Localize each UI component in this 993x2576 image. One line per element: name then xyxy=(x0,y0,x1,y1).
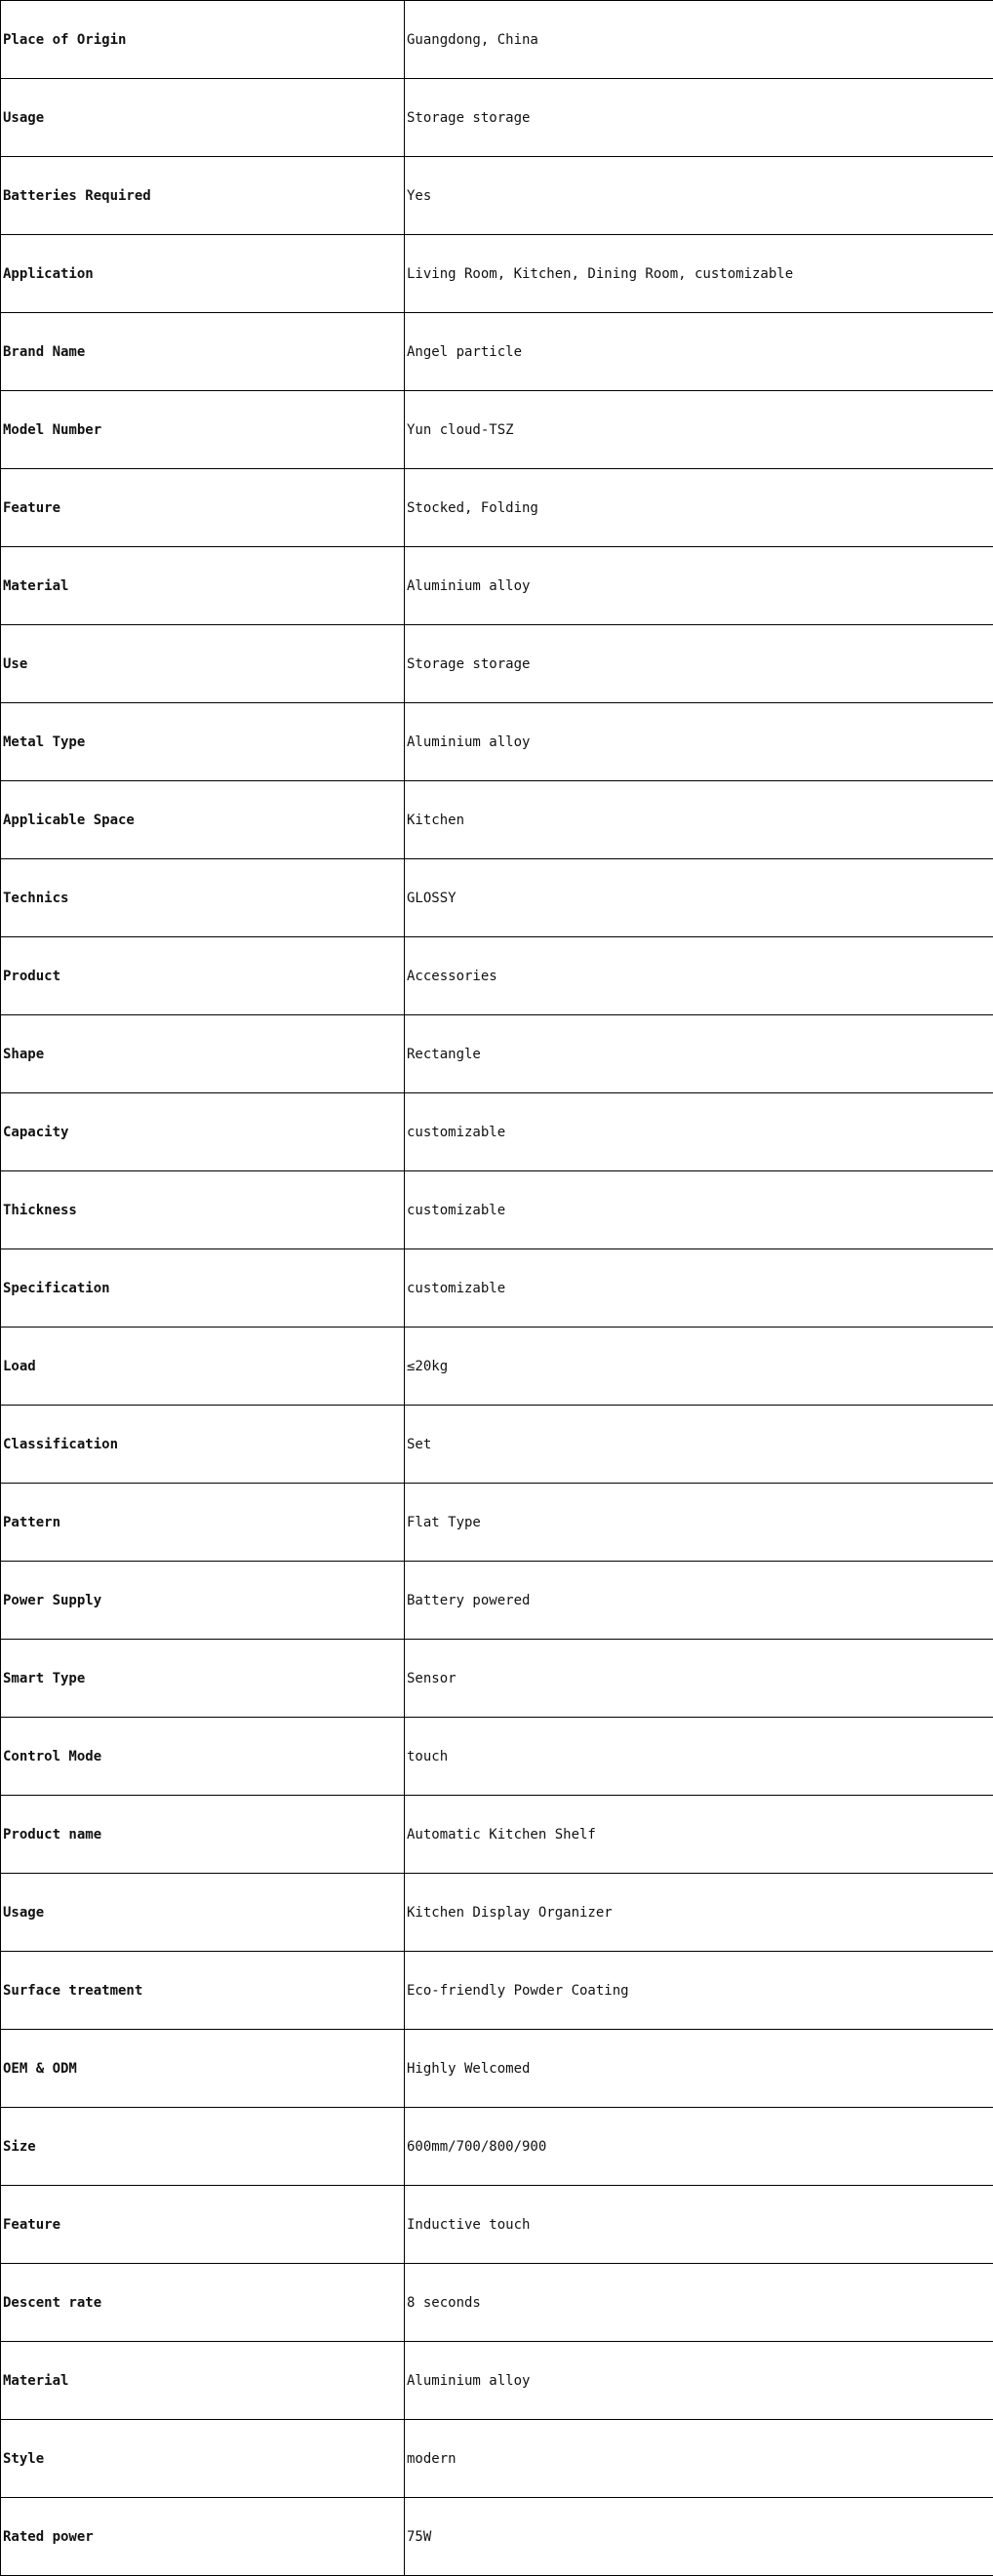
spec-value: Sensor xyxy=(405,1640,993,1718)
spec-value: ≤20kg xyxy=(405,1328,993,1406)
spec-row xyxy=(1,937,993,1015)
spec-row xyxy=(1,1874,993,1952)
spec-label: Thickness xyxy=(1,1171,405,1249)
spec-label: Capacity xyxy=(1,1093,405,1171)
spec-row xyxy=(1,1640,993,1718)
spec-row xyxy=(1,2264,993,2342)
spec-value: Flat Type xyxy=(405,1484,993,1562)
spec-value: Kitchen Display Organizer xyxy=(405,1874,993,1952)
spec-row xyxy=(1,1328,993,1406)
spec-row xyxy=(1,703,993,781)
spec-label: Control Mode xyxy=(1,1718,405,1796)
spec-table-body xyxy=(1,1,993,2576)
spec-row xyxy=(1,2498,993,2576)
spec-label: Feature xyxy=(1,469,405,547)
spec-row xyxy=(1,781,993,859)
spec-label: Rated power xyxy=(1,2498,405,2576)
spec-row xyxy=(1,157,993,235)
spec-row xyxy=(1,859,993,937)
spec-label: Power Supply xyxy=(1,1562,405,1640)
spec-label: Application xyxy=(1,235,405,313)
spec-label: Brand Name xyxy=(1,313,405,391)
spec-label: Metal Type xyxy=(1,703,405,781)
spec-value: customizable xyxy=(405,1093,993,1171)
spec-value: Battery powered xyxy=(405,1562,993,1640)
spec-value: Aluminium alloy xyxy=(405,703,993,781)
spec-value: Guangdong, China xyxy=(405,1,993,79)
spec-value: Yes xyxy=(405,157,993,235)
spec-label: Descent rate xyxy=(1,2264,405,2342)
spec-row xyxy=(1,1,993,79)
spec-value: customizable xyxy=(405,1249,993,1328)
spec-value: Highly Welcomed xyxy=(405,2030,993,2108)
spec-label: Usage xyxy=(1,1874,405,1952)
spec-row xyxy=(1,235,993,313)
spec-row xyxy=(1,1718,993,1796)
spec-value: Angel particle xyxy=(405,313,993,391)
spec-label: Feature xyxy=(1,2186,405,2264)
spec-row xyxy=(1,1562,993,1640)
spec-value: Inductive touch xyxy=(405,2186,993,2264)
spec-label: Style xyxy=(1,2420,405,2498)
spec-label: Specification xyxy=(1,1249,405,1328)
spec-row xyxy=(1,391,993,469)
spec-label: Shape xyxy=(1,1015,405,1093)
spec-value: Eco-friendly Powder Coating xyxy=(405,1952,993,2030)
spec-row xyxy=(1,1406,993,1484)
spec-label: Material xyxy=(1,547,405,625)
spec-label: Material xyxy=(1,2342,405,2420)
spec-row xyxy=(1,79,993,157)
spec-value: Accessories xyxy=(405,937,993,1015)
spec-row xyxy=(1,1171,993,1249)
spec-label: Use xyxy=(1,625,405,703)
spec-label: OEM & ODM xyxy=(1,2030,405,2108)
spec-row xyxy=(1,1484,993,1562)
spec-value: Aluminium alloy xyxy=(405,2342,993,2420)
spec-value: Storage storage xyxy=(405,625,993,703)
spec-label: Model Number xyxy=(1,391,405,469)
spec-label: Classification xyxy=(1,1406,405,1484)
spec-label: Smart Type xyxy=(1,1640,405,1718)
spec-label: Technics xyxy=(1,859,405,937)
spec-value: 75W xyxy=(405,2498,993,2576)
spec-value: Kitchen xyxy=(405,781,993,859)
spec-row xyxy=(1,1249,993,1328)
spec-value: 600mm/700/800/900 xyxy=(405,2108,993,2186)
spec-value: Storage storage xyxy=(405,79,993,157)
spec-row xyxy=(1,547,993,625)
spec-value: Rectangle xyxy=(405,1015,993,1093)
spec-row xyxy=(1,2030,993,2108)
spec-label: Load xyxy=(1,1328,405,1406)
spec-row xyxy=(1,2108,993,2186)
spec-value: Automatic Kitchen Shelf xyxy=(405,1796,993,1874)
spec-row xyxy=(1,1015,993,1093)
spec-row xyxy=(1,2186,993,2264)
spec-row xyxy=(1,625,993,703)
spec-row xyxy=(1,1093,993,1171)
spec-row xyxy=(1,313,993,391)
spec-label: Applicable Space xyxy=(1,781,405,859)
spec-label: Product name xyxy=(1,1796,405,1874)
spec-value: Living Room, Kitchen, Dining Room, customizable xyxy=(405,235,993,313)
spec-value: Aluminium alloy xyxy=(405,547,993,625)
spec-value: modern xyxy=(405,2420,993,2498)
spec-row xyxy=(1,2420,993,2498)
spec-label: Batteries Required xyxy=(1,157,405,235)
spec-value: customizable xyxy=(405,1171,993,1249)
spec-value: Stocked, Folding xyxy=(405,469,993,547)
spec-row xyxy=(1,469,993,547)
spec-label: Pattern xyxy=(1,1484,405,1562)
spec-value: touch xyxy=(405,1718,993,1796)
spec-label: Surface treatment xyxy=(1,1952,405,2030)
spec-label: Place of Origin xyxy=(1,1,405,79)
spec-value: GLOSSY xyxy=(405,859,993,937)
spec-label: Usage xyxy=(1,79,405,157)
spec-value: Yun cloud-TSZ xyxy=(405,391,993,469)
spec-row xyxy=(1,1952,993,2030)
spec-row xyxy=(1,2342,993,2420)
spec-row xyxy=(1,1796,993,1874)
spec-label: Product xyxy=(1,937,405,1015)
spec-value: 8 seconds xyxy=(405,2264,993,2342)
spec-label: Size xyxy=(1,2108,405,2186)
spec-value: Set xyxy=(405,1406,993,1484)
